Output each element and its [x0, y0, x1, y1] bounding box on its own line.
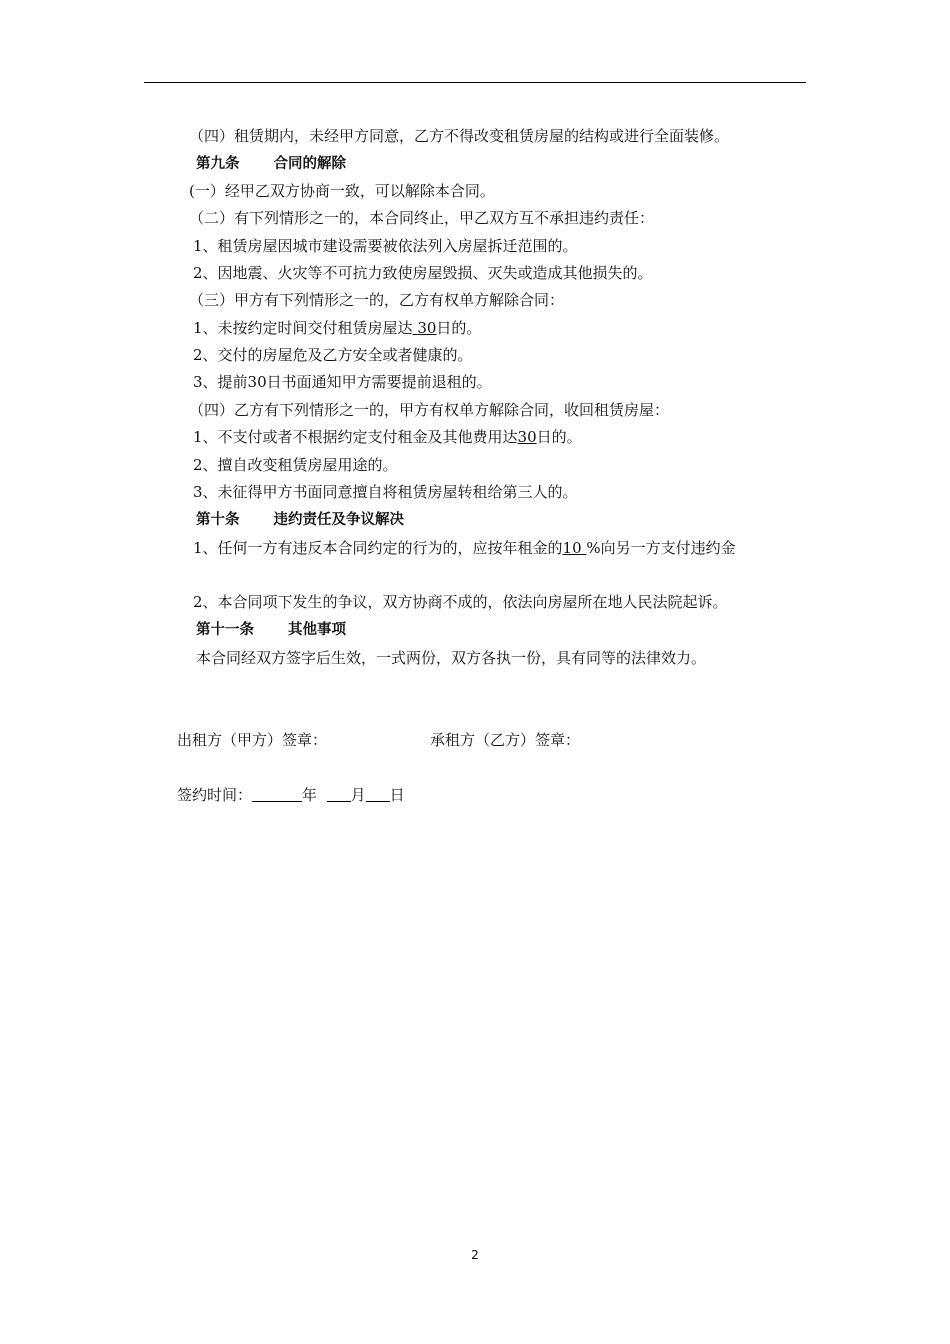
article9-item4-1 [193, 427, 582, 447]
article10-heading [196, 510, 404, 530]
article9-item3-1-text: 1、未按约定时间交付租赁房屋达 [193, 319, 413, 337]
article8-item4: （四）租赁期内，未经甲方同意，乙方不得改变租赁房屋的结构或进行全面装修。 [189, 127, 730, 145]
article9-heading [196, 154, 346, 174]
signing-date-label: 签约时间： [177, 786, 253, 804]
article9-item4-1-suffix: 日的。 [536, 428, 582, 446]
article9-item4-2: 2、擅自改变租赁房屋用途的。 [193, 456, 398, 474]
article10-item1-percent [563, 539, 587, 557]
article9-item4-3: 3、未征得甲方书面同意擅自将租赁房屋转租给第三人的。 [193, 483, 578, 501]
article9-item3-1 [193, 318, 481, 338]
article9-item4-1-text: 1、不支付或者不根据约定支付租金及其他费用达 [193, 428, 518, 446]
day-label: 日 [389, 786, 405, 804]
article9-item1: (一）经甲乙双方协商一致，可以解除本合同。 [189, 182, 495, 200]
article9-title: 合同的解除 [273, 156, 346, 172]
article9-item4-1-days: 30 [517, 428, 537, 446]
page-number: 2 [471, 1248, 479, 1262]
article9-item2: （二）有下列情形之一的，本合同终止，甲乙双方互不承担违约责任： [189, 209, 655, 227]
article11-title: 其他事项 [288, 622, 346, 638]
signing-date [177, 785, 405, 805]
year-label: 年 [302, 786, 318, 804]
lessor-signature-label: 出租方（甲方）签章： [177, 731, 328, 749]
article9-item3-1-suffix: 日的。 [436, 319, 482, 337]
article9-item2-2: 2、因地震、火灾等不可抗力致使房屋毁损、灭失或造成其他损失的。 [193, 264, 653, 282]
article9-item3-2: 2、交付的房屋危及乙方安全或者健康的。 [193, 346, 473, 364]
article10-item1 [193, 538, 736, 558]
month-blank [327, 785, 351, 802]
article9-item3-1-days [413, 319, 437, 337]
article9-item3: （三）甲方有下列情形之一的，乙方有权单方解除合同： [189, 291, 565, 309]
article11-heading [196, 620, 346, 640]
article10-item1-percent-value: 10 [562, 539, 582, 557]
article10-title: 违约责任及争议解决 [273, 512, 404, 528]
article9-number: 第九条 [196, 156, 240, 172]
article9-item2-1: 1、租赁房屋因城市建设需要被依法列入房屋拆迁范围的。 [193, 237, 578, 255]
lessee-signature-label: 承租方（乙方）签章： [430, 731, 581, 749]
article10-number: 第十条 [196, 512, 240, 528]
article10-item1-text: 1、任何一方有违反本合同约定的行为的，应按年租金的 [193, 539, 563, 557]
year-blank [252, 785, 302, 802]
article10-item2: 2、本合同项下发生的争议，双方协商不成的，依法向房屋所在地人民法院起诉。 [193, 593, 728, 611]
month-label: 月 [350, 786, 366, 804]
article9-item3-3: 3、提前30日书面通知甲方需要提前退租的。 [193, 373, 492, 391]
article9-item4: （四）乙方有下列情形之一的，甲方有权单方解除合同，收回租赁房屋： [189, 401, 670, 419]
article11-number: 第十一条 [196, 622, 254, 638]
header-rule [144, 82, 806, 83]
article9-item3-1-days-value: 30 [417, 319, 437, 337]
article11-body: 本合同经双方签字后生效，一式两份，双方各执一份，具有同等的法律效力。 [196, 649, 707, 667]
article10-item1-suffix: %向另一方支付违约金 [586, 539, 736, 557]
day-blank [366, 785, 390, 802]
